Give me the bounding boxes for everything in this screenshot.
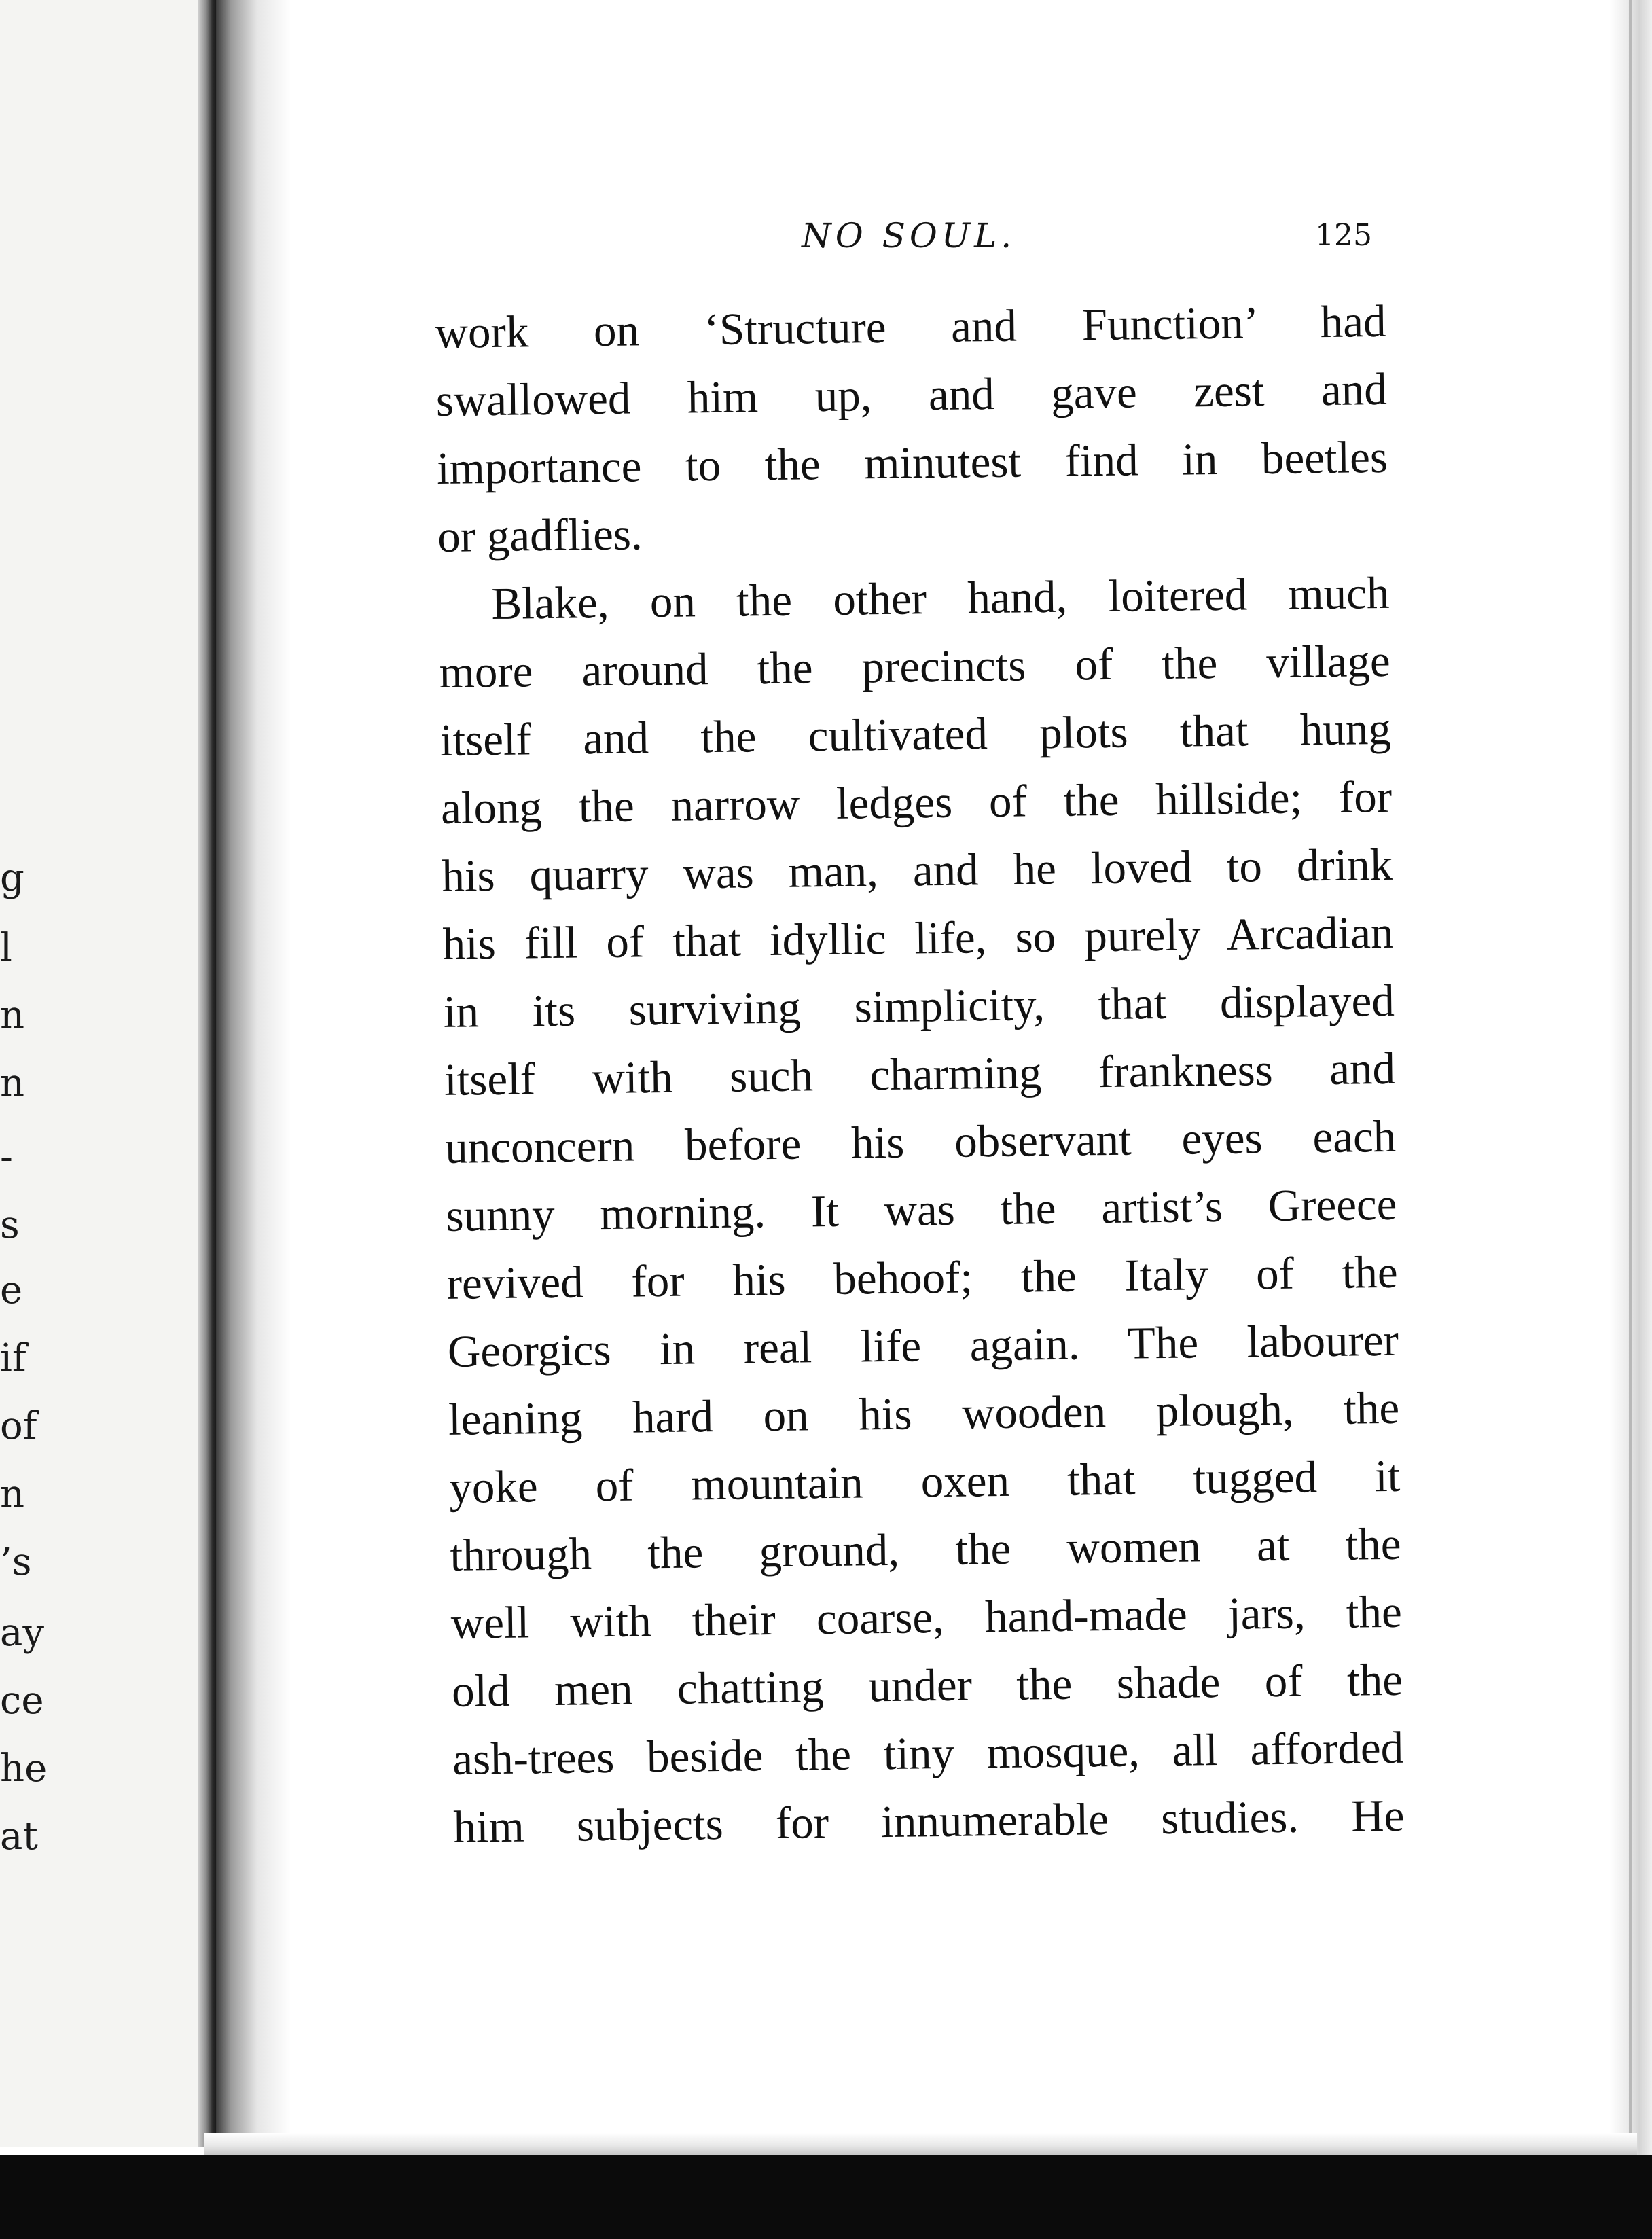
running-header-title: NO SOUL. [802, 216, 1016, 255]
page-bottom-edge [204, 2133, 1637, 2157]
left-fragment: g [0, 856, 24, 900]
text-line: along the narrow ledges of the hillside; for [440, 771, 1393, 834]
text-line: his quarry was man, and he loved to drink [441, 839, 1393, 901]
text-line: itself with such charming frankness and [444, 1043, 1396, 1105]
left-fragment: e [0, 1268, 23, 1312]
left-fragment: s [0, 1203, 20, 1247]
text-line: well with their coarse, hand-made jars, the [450, 1586, 1403, 1649]
text-line: yoke of mountain oxen that tugged it [448, 1450, 1401, 1513]
left-fragment: n [0, 1061, 25, 1105]
text-line: itself and the cultivated plots that hung [439, 703, 1392, 766]
left-page-text-fragments [0, 0, 68, 2147]
left-fragment: of [0, 1404, 37, 1448]
left-page-gutter-edge [198, 0, 216, 2147]
page-number: 125 [1315, 218, 1372, 253]
text-line: revived for his behoof; the Italy of the [446, 1247, 1399, 1309]
text-line: importance to the minutest find in beetles [436, 431, 1388, 494]
left-fragment: if [0, 1336, 26, 1380]
body-text [435, 287, 1405, 1861]
left-fragment: at [0, 1814, 38, 1859]
text-line: work on ‘Structure and Function’ had [435, 295, 1386, 358]
book-spine-shadow [216, 0, 291, 2160]
left-fragment: ’s [0, 1540, 32, 1584]
text-line: sunny morning. It was the artist’s Greece [446, 1179, 1397, 1241]
text-line: unconcern before his observant eyes each [444, 1111, 1397, 1173]
text-line: his fill of that idyllic life, so purely Arcadian [442, 907, 1394, 969]
left-fragment: ce [0, 1679, 44, 1723]
text-line: Blake, on the other hand, loitered much [491, 567, 1390, 630]
text-line: old men chatting under the shade of the [451, 1654, 1403, 1717]
page-edge-line [1629, 0, 1632, 2160]
left-fragment: - [0, 1135, 13, 1179]
text-line: Georgics in real life again. The labourer [447, 1314, 1399, 1377]
left-fragment: he [0, 1747, 48, 1791]
text-line: in its surviving simplicity, that displayed [443, 975, 1395, 1037]
text-line: swallowed him up, and gave zest and [435, 363, 1388, 426]
left-page [0, 0, 217, 2147]
left-fragment: n [0, 993, 25, 1037]
left-fragment: ay [0, 1611, 45, 1655]
text-line: more around the precincts of the village [439, 635, 1391, 698]
text-line: ash-trees beside the tiny mosque, all afforded [452, 1722, 1404, 1785]
text-line: or gadflies. [437, 509, 643, 562]
text-line: through the ground, the women at the [450, 1518, 1401, 1581]
text-line: leaning hard on his wooden plough, the [448, 1382, 1400, 1445]
scan-bottom-border [0, 2155, 1652, 2239]
left-fragment: n [0, 1472, 25, 1516]
text-line: him subjects for innumerable studies. He [453, 1790, 1405, 1852]
left-fragment: l [0, 926, 12, 970]
